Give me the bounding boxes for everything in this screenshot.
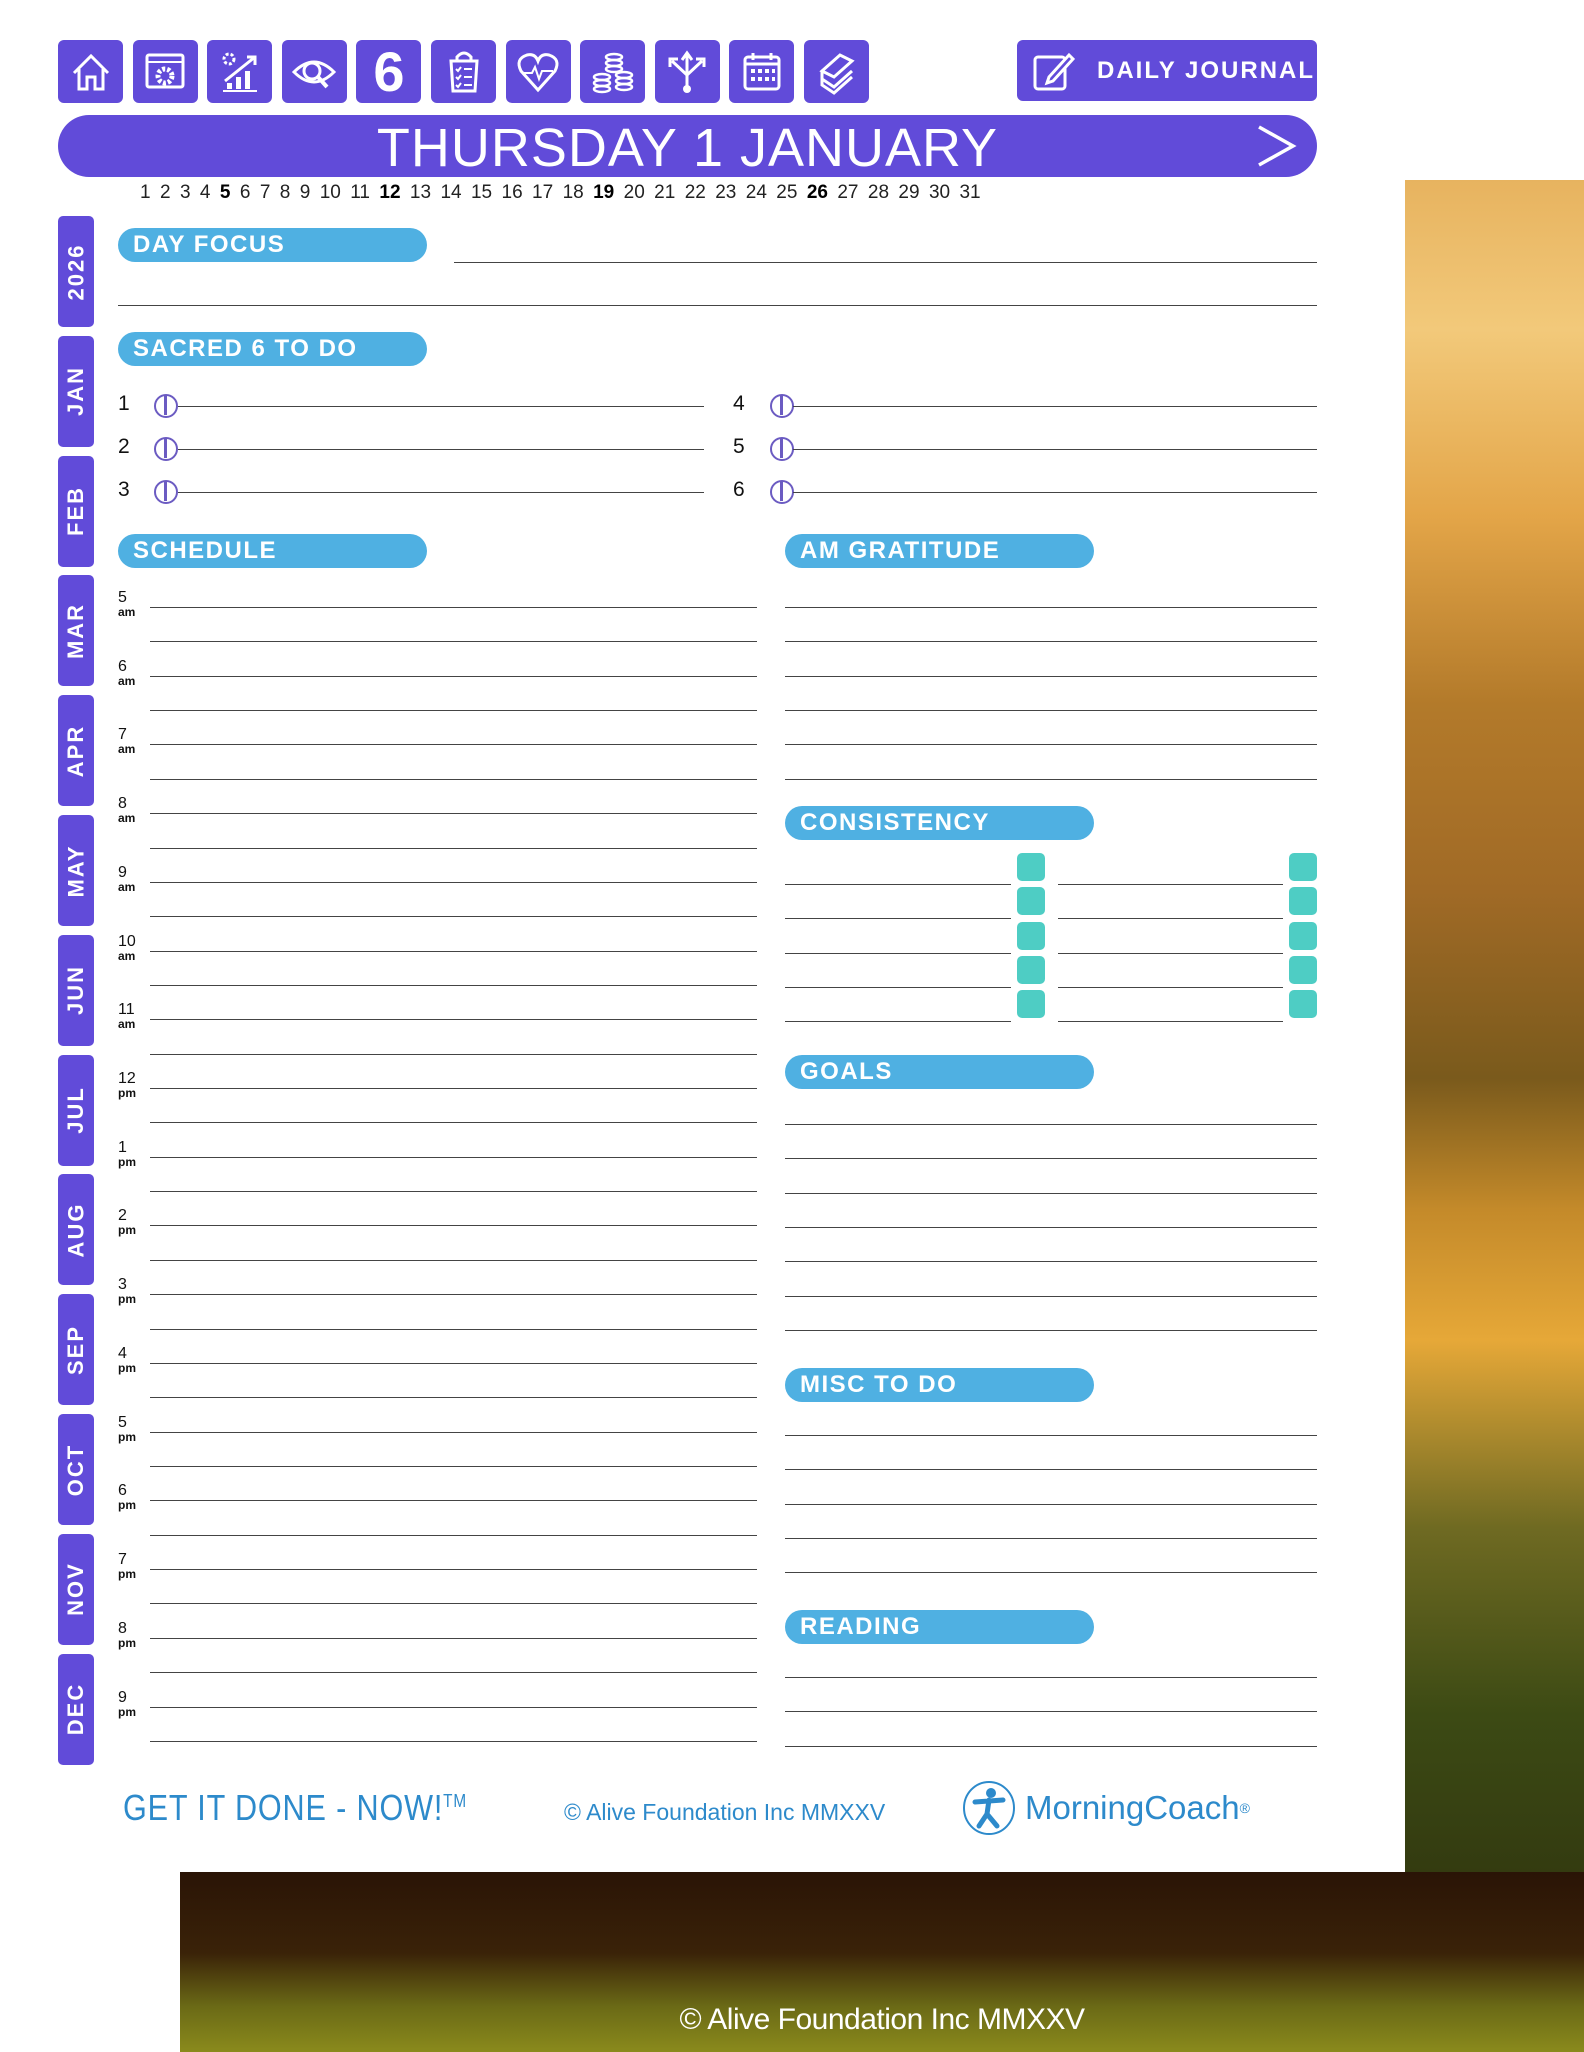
hour: 7 — [118, 726, 127, 744]
gratitude-line[interactable] — [785, 676, 1317, 677]
goals-line[interactable] — [785, 1193, 1317, 1194]
section-header-gratitude: AM GRATITUDE — [785, 534, 1094, 568]
consistency-habit-line[interactable] — [785, 987, 1011, 988]
tab-month-mar[interactable] — [58, 575, 94, 686]
schedule-line[interactable] — [150, 676, 757, 677]
schedule-line[interactable] — [150, 1157, 757, 1158]
schedule-hour-label — [118, 1621, 136, 1651]
misc-line[interactable] — [785, 1538, 1317, 1539]
consistency-checkbox[interactable] — [1289, 956, 1317, 984]
schedule-line[interactable] — [150, 607, 757, 608]
meridiem: pm — [118, 1635, 136, 1650]
goals-line[interactable] — [785, 1124, 1317, 1125]
schedule-line[interactable] — [150, 1019, 757, 1020]
schedule-line[interactable] — [150, 744, 757, 745]
schedule-line[interactable] — [150, 1054, 757, 1055]
schedule-hour-label — [118, 1277, 136, 1307]
coin-stacks-button[interactable] — [580, 40, 645, 103]
schedule-hour-label — [118, 1208, 136, 1238]
schedule-line[interactable] — [150, 1088, 757, 1089]
tab-month-jun[interactable] — [58, 935, 94, 1046]
hour: 4 — [118, 1344, 127, 1362]
footer-slogan — [123, 1787, 467, 1829]
split-arrows-button[interactable] — [655, 40, 720, 103]
day-link[interactable]: 13 — [409, 182, 432, 203]
meridiem: am — [118, 1017, 136, 1032]
schedule-line[interactable] — [150, 1260, 757, 1261]
tab-label: AUG — [63, 1202, 89, 1258]
todo-input[interactable] — [793, 449, 1317, 450]
day-link[interactable]: 9 — [299, 182, 311, 203]
schedule-line[interactable] — [150, 1603, 757, 1604]
schedule-line[interactable] — [150, 916, 757, 917]
gratitude-line[interactable] — [785, 710, 1317, 711]
meridiem: pm — [118, 1567, 136, 1582]
day-link[interactable]: 26 — [806, 182, 828, 203]
meridiem: pm — [118, 1086, 136, 1101]
todo-input[interactable] — [178, 492, 704, 493]
hour: 5 — [118, 1413, 127, 1431]
morningcoach-figure-icon — [961, 1780, 1017, 1836]
meridiem: pm — [118, 1223, 136, 1238]
schedule-hour-label — [118, 1690, 136, 1720]
consistency-habit-line[interactable] — [785, 918, 1011, 919]
todo-number: 3 — [118, 478, 130, 501]
todo-checkbox-icon[interactable] — [770, 394, 794, 418]
schedule-hour-label — [118, 934, 136, 964]
consistency-habit-line[interactable] — [1058, 884, 1283, 885]
day-link[interactable]: 18 — [562, 182, 584, 203]
section-header-goals: GOALS — [785, 1055, 1094, 1089]
day-link[interactable]: 24 — [745, 182, 767, 203]
day-link[interactable]: 30 — [928, 182, 951, 203]
tab-label: FEB — [63, 486, 88, 537]
logo-text: MorningCoach — [1025, 1789, 1240, 1826]
goals-line[interactable] — [785, 1261, 1317, 1262]
schedule-line[interactable] — [150, 1432, 757, 1433]
tab-label: MAR — [63, 602, 89, 659]
section-header-day-focus: DAY FOCUS — [118, 228, 427, 262]
home-button[interactable] — [58, 40, 123, 103]
consistency-checkbox[interactable] — [1289, 990, 1317, 1018]
schedule-line[interactable] — [150, 1466, 757, 1467]
consistency-checkbox[interactable] — [1017, 887, 1045, 915]
gratitude-line[interactable] — [785, 641, 1317, 642]
day-link[interactable]: 25 — [776, 182, 798, 203]
consistency-checkbox[interactable] — [1017, 956, 1045, 984]
schedule-hour-label — [118, 1071, 136, 1101]
background-photo — [1405, 180, 1584, 2052]
checklist-bag-button[interactable] — [431, 40, 496, 103]
meridiem: am — [118, 605, 136, 619]
browser-settings-icon — [142, 49, 188, 95]
consistency-checkbox[interactable] — [1017, 990, 1045, 1018]
section-header-consistency: CONSISTENCY — [785, 806, 1094, 840]
schedule-hour-label — [118, 1483, 136, 1513]
day-link[interactable]: 7 — [259, 182, 271, 203]
tab-label: DEC — [63, 1682, 89, 1736]
schedule-line[interactable] — [150, 1638, 757, 1639]
tab-month-jan[interactable] — [58, 336, 94, 447]
hour: 7 — [118, 1551, 127, 1569]
day-link[interactable]: 29 — [898, 182, 920, 203]
todo-checkbox-icon[interactable] — [154, 437, 178, 461]
schedule-line[interactable] — [150, 1122, 757, 1123]
schedule-line[interactable] — [150, 1535, 757, 1536]
tab-label: APR — [63, 724, 89, 777]
slogan-text: GET IT DONE - NOW! — [123, 1787, 444, 1828]
hour: 6 — [118, 1482, 127, 1500]
page-title: THURSDAY 1 JANUARY — [376, 118, 999, 178]
daily-journal-label: DAILY JOURNAL — [1097, 56, 1316, 84]
hour: 1 — [118, 1138, 127, 1156]
tab-month-apr[interactable] — [58, 695, 94, 806]
hour: 9 — [118, 1688, 127, 1706]
todo-checkbox-icon[interactable] — [770, 437, 794, 461]
consistency-habit-line[interactable] — [1058, 918, 1283, 919]
home-icon — [68, 49, 114, 95]
gratitude-line[interactable] — [785, 779, 1317, 780]
trademark: TM — [443, 1791, 467, 1811]
day-link[interactable]: 10 — [319, 182, 341, 203]
six-icon: 6 — [373, 40, 405, 103]
section-header-reading: READING — [785, 1610, 1094, 1644]
schedule-hour-label — [118, 727, 135, 757]
hour: 3 — [118, 1276, 127, 1294]
meridiem: am — [118, 948, 136, 963]
day-link[interactable]: 22 — [684, 182, 706, 203]
tab-label: NOV — [63, 1562, 88, 1617]
day-link[interactable]: 12 — [379, 182, 401, 203]
hour: 9 — [118, 863, 127, 881]
registered-mark: ® — [1239, 1800, 1250, 1816]
calendar-icon — [739, 49, 785, 95]
todo-input[interactable] — [793, 492, 1317, 493]
section-header-schedule: SCHEDULE — [118, 534, 427, 568]
schedule-hour-label — [118, 796, 135, 826]
todo-input[interactable] — [178, 449, 704, 450]
meridiem: pm — [118, 1360, 136, 1375]
schedule-line[interactable] — [150, 1329, 757, 1330]
goals-line[interactable] — [785, 1227, 1317, 1228]
day-link[interactable]: 6 — [239, 182, 251, 203]
todo-checkbox-icon[interactable] — [154, 394, 178, 418]
browser-settings-button[interactable] — [133, 40, 198, 103]
growth-chart-button[interactable] — [207, 40, 272, 103]
consistency-habit-line[interactable] — [1058, 1021, 1283, 1022]
day-link[interactable]: 15 — [470, 182, 493, 203]
consistency-checkbox[interactable] — [1017, 853, 1045, 881]
schedule-line[interactable] — [150, 1672, 757, 1673]
section-header-misc: MISC TO DO — [785, 1368, 1094, 1402]
gratitude-line[interactable] — [785, 607, 1317, 608]
day-link[interactable]: 3 — [179, 182, 191, 203]
misc-line[interactable] — [785, 1469, 1317, 1470]
consistency-habit-line[interactable] — [1058, 987, 1283, 988]
misc-line[interactable] — [785, 1504, 1317, 1505]
tab-label: JUN — [63, 965, 89, 1016]
meridiem: pm — [118, 1154, 136, 1169]
tab-month-sep[interactable] — [58, 1294, 94, 1405]
day-link[interactable]: 2 — [159, 182, 171, 203]
schedule-line[interactable] — [150, 1500, 757, 1501]
tab-month-nov[interactable] — [58, 1534, 94, 1645]
goals-line[interactable] — [785, 1296, 1317, 1297]
consistency-checkbox[interactable] — [1289, 853, 1317, 881]
schedule-line[interactable] — [150, 779, 757, 780]
schedule-line[interactable] — [150, 813, 757, 814]
schedule-hour-label — [118, 659, 135, 689]
meridiem: am — [118, 742, 136, 757]
schedule-line[interactable] — [150, 1707, 757, 1708]
meridiem: pm — [118, 1429, 136, 1444]
tab-label: JAN — [63, 366, 89, 417]
schedule-line[interactable] — [150, 985, 757, 986]
day-link[interactable]: 8 — [279, 182, 291, 203]
reading-line[interactable] — [785, 1711, 1317, 1712]
day-link[interactable]: 20 — [623, 182, 645, 203]
tab-month-jul[interactable] — [58, 1055, 94, 1166]
day-selector — [140, 182, 990, 204]
todo-input[interactable] — [793, 406, 1317, 407]
tab-label: MAY — [63, 844, 88, 897]
schedule-hour-label — [118, 1415, 136, 1445]
day-link[interactable]: 14 — [440, 182, 462, 203]
todo-number: 1 — [118, 392, 130, 415]
growth-chart-icon — [217, 49, 263, 95]
meridiem: pm — [118, 1292, 136, 1307]
eye-search-icon — [291, 49, 337, 95]
schedule-line[interactable] — [150, 1363, 757, 1364]
schedule-hour-label — [118, 1140, 136, 1170]
day-link[interactable]: 4 — [199, 182, 211, 203]
day-link[interactable]: 16 — [501, 182, 523, 203]
meridiem: pm — [118, 1498, 136, 1513]
day-link[interactable]: 19 — [593, 182, 615, 203]
tab-label: OCT — [63, 1443, 89, 1496]
hour: 5 — [118, 589, 127, 606]
daily-journal-button[interactable] — [1017, 40, 1317, 101]
coin-stacks-icon — [590, 49, 636, 95]
schedule-line[interactable] — [150, 1569, 757, 1570]
six-button[interactable] — [356, 40, 421, 103]
books-button[interactable] — [804, 40, 869, 103]
tab-month-may[interactable] — [58, 815, 94, 926]
calendar-button[interactable] — [729, 40, 794, 103]
reading-line[interactable] — [785, 1677, 1317, 1678]
day-link[interactable]: 21 — [654, 182, 676, 203]
schedule-line[interactable] — [150, 641, 757, 642]
consistency-habit-line[interactable] — [785, 884, 1011, 885]
edit-icon — [1031, 49, 1075, 93]
hour: 6 — [118, 657, 127, 675]
meridiem: am — [118, 879, 136, 894]
meridiem: am — [118, 673, 136, 688]
todo-number: 2 — [118, 435, 130, 458]
hour: 10 — [118, 932, 136, 950]
eye-search-button[interactable] — [282, 40, 347, 103]
tab-month-feb[interactable] — [58, 456, 94, 567]
tab-label: JUL — [63, 1086, 88, 1134]
books-icon — [814, 49, 860, 95]
day-focus-input[interactable] — [454, 262, 1317, 263]
gratitude-line[interactable] — [785, 744, 1317, 745]
consistency-habit-line[interactable] — [1058, 953, 1283, 954]
date-title-bar — [58, 115, 1317, 177]
schedule-line[interactable] — [150, 951, 757, 952]
schedule-line[interactable] — [150, 1191, 757, 1192]
consistency-checkbox[interactable] — [1017, 922, 1045, 950]
schedule-line[interactable] — [150, 882, 757, 883]
tab-label: SEP — [63, 1324, 88, 1375]
misc-line[interactable] — [785, 1572, 1317, 1573]
section-header-sacred6: SACRED 6 TO DO — [118, 332, 427, 366]
meridiem: am — [118, 811, 136, 826]
tab-month-aug[interactable] — [58, 1174, 94, 1285]
tab-label: 2026 — [63, 243, 89, 300]
misc-line[interactable] — [785, 1435, 1317, 1436]
reading-line[interactable] — [785, 1746, 1317, 1747]
heart-pulse-icon — [515, 49, 561, 95]
tab-year[interactable] — [58, 216, 94, 327]
consistency-habit-line[interactable] — [785, 1021, 1011, 1022]
schedule-hour-label — [118, 590, 135, 620]
morningcoach-logo[interactable] — [961, 1780, 1250, 1836]
day-link[interactable]: 17 — [532, 182, 554, 203]
checklist-bag-icon — [441, 49, 487, 95]
todo-input[interactable] — [178, 406, 704, 407]
day-link[interactable]: 1 — [140, 182, 151, 203]
split-arrows-icon — [664, 49, 710, 95]
day-link[interactable]: 28 — [867, 182, 890, 203]
schedule-line[interactable] — [150, 710, 757, 711]
schedule-line[interactable] — [150, 1294, 757, 1295]
schedule-line[interactable] — [150, 1225, 757, 1226]
tab-month-dec[interactable] — [58, 1654, 94, 1765]
goals-line[interactable] — [785, 1330, 1317, 1331]
day-link[interactable]: 27 — [837, 182, 859, 203]
todo-number: 6 — [733, 478, 745, 501]
schedule-line[interactable] — [150, 1741, 757, 1742]
tab-month-oct[interactable] — [58, 1414, 94, 1525]
hour: 2 — [118, 1207, 127, 1225]
schedule-line[interactable] — [150, 1397, 757, 1398]
meridiem: pm — [118, 1704, 136, 1719]
schedule-line[interactable] — [150, 848, 757, 849]
schedule-hour-label — [118, 1346, 136, 1376]
schedule-hour-label — [118, 865, 135, 895]
schedule-hour-label — [118, 1552, 136, 1582]
hour: 12 — [118, 1070, 136, 1088]
hour: 11 — [118, 1001, 135, 1019]
footer-copyright: © Alive Foundation Inc MMXXV — [564, 1799, 886, 1825]
day-link[interactable]: 31 — [959, 182, 981, 203]
todo-checkbox-icon[interactable] — [154, 480, 178, 504]
background-copyright: © Alive Foundation Inc MMXXV — [679, 2003, 1085, 2036]
day-link[interactable]: 5 — [219, 182, 231, 203]
hour: 8 — [118, 795, 127, 813]
consistency-checkbox[interactable] — [1289, 922, 1317, 950]
day-focus-input[interactable] — [118, 305, 1317, 306]
day-link[interactable]: 23 — [715, 182, 737, 203]
hour: 8 — [118, 1619, 127, 1637]
goals-line[interactable] — [785, 1158, 1317, 1159]
heart-pulse-button[interactable] — [506, 40, 571, 103]
consistency-checkbox[interactable] — [1289, 887, 1317, 915]
todo-number: 4 — [733, 392, 745, 415]
todo-checkbox-icon[interactable] — [770, 480, 794, 504]
todo-number: 5 — [733, 435, 745, 458]
next-day-arrow-icon[interactable] — [1253, 123, 1299, 169]
consistency-habit-line[interactable] — [785, 953, 1011, 954]
day-link[interactable]: 11 — [350, 182, 370, 203]
schedule-hour-label — [118, 1002, 135, 1032]
